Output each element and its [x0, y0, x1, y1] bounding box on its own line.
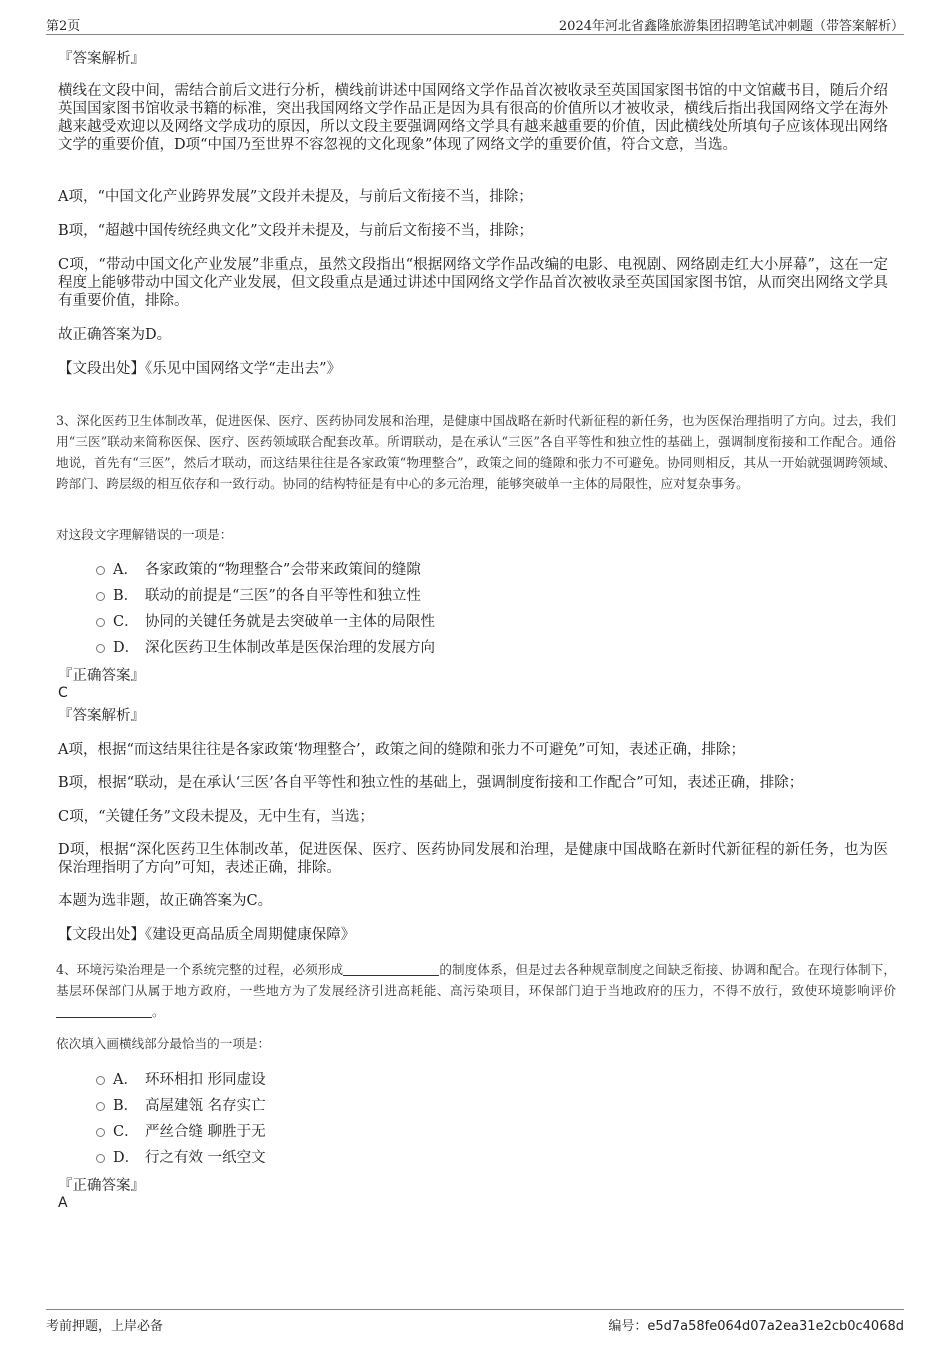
radio-icon[interactable]	[96, 566, 105, 575]
question-3-prompt: 对这段文字理解错误的一项是：	[56, 527, 233, 542]
question-4-passage: 4、环境污染治理是一个系统完整的过程，必须形成 的制度体系，但是过去各种规章制度之间缺乏衔接、协调和配合。在现行体制下，基层环保部门从属于地方政府，一些地方为了发展经济引进高耗能、高污染项目，环保部门迫于当地政府的压力，不得不放行，致使环境影响评价。	[56, 962, 897, 1019]
document-title: 2024年河北省鑫隆旅游集团招聘笔试冲刺题（带答案解析）	[558, 19, 904, 34]
analysis-option-b: B项，“超越中国传统经典文化”文段并未提及，与前后文衔接不当，排除；	[58, 223, 533, 239]
analysis-label: 『答案解析』	[58, 51, 145, 67]
analysis-option-a: A项，根据“而这结果往往是各家政策‘物理整合’，政策之间的缝隙和张力不可避免”可知，表述正确，排除；	[58, 742, 746, 758]
radio-icon[interactable]	[96, 1154, 105, 1163]
analysis-option-c: C项，“带动中国文化产业发展”非重点，虽然文段指出“根据网络文学作品改编的电影、电视剧、网络剧走红大小屏幕”，这在一定程度上能够带动中国文化产业发展，但文段重点是通过讲述中国网络文学作品首次被收录至英国国家图书馆，从而突出网络文学具有重要价值，排除。	[58, 257, 888, 309]
fill-blank-2	[56, 1005, 152, 1018]
radio-icon[interactable]	[96, 1102, 105, 1111]
footer-slogan: 考前押题，上岸必备	[46, 1319, 164, 1334]
source-citation: 【文段出处】《乐见中国网络文学“走出去”》	[58, 361, 342, 377]
question-3-option-b[interactable]: B． 联动的前提是“三医”的各自平等性和独立性	[96, 587, 421, 605]
question-4-option-b[interactable]: B． 高屋建瓴 名存实亡	[96, 1097, 266, 1115]
analysis-label: 『答案解析』	[58, 708, 145, 724]
question-3-passage: 3、深化医药卫生体制改革，促进医保、医疗、医药协同发展和治理，是健康中国战略在新时代新征程的新任务，也为医保治理指明了方向。过去，我们用“三医”联动来简称医保、医疗、医药领域联合配套改革。所谓联动，是在承认“三医”各自平等性和独立性的基础上，强调制度衔接和工作配合。通俗地说，首先有“三医”，然后才联动，而这结果往往是各家政策“物理整合”，政策之间的缝隙和张力不可避免。协同则相反，其从一开始就强调跨领域、跨部门、跨层级的相互依存和一致行动。协同的结构特征是有中心的多元治理，能够突破单一主体的局限性，应对复杂事务。	[56, 413, 896, 491]
question-4-option-a[interactable]: A． 环环相扣 形同虚设	[96, 1071, 266, 1089]
radio-icon[interactable]	[96, 592, 105, 601]
question-3-option-d[interactable]: D． 深化医药卫生体制改革是医保治理的发展方向	[96, 639, 435, 657]
question-3-option-a[interactable]: A． 各家政策的“物理整合”会带来政策间的缝隙	[96, 561, 421, 579]
page-header	[46, 14, 904, 35]
analysis-option-d: D项，根据“深化医药卫生体制改革，促进医保、医疗、医药协同发展和治理，是健康中国战略在新时代新征程的新任务，也为医保治理指明了方向”可知，表述正确，排除。	[58, 842, 888, 876]
question-4-prompt: 依次填入画横线部分最恰当的一项是：	[56, 1036, 271, 1051]
analysis-conclusion: 故正确答案为D。	[58, 327, 172, 343]
fill-blank-1	[343, 963, 439, 976]
analysis-option-a: A项，“中国文化产业跨界发展”文段并未提及，与前后文衔接不当，排除；	[58, 189, 533, 205]
analysis-paragraph: 横线在文段中间，需结合前后文进行分析，横线前讲述中国网络文学作品首次被收录至英国国家图书馆的中文馆藏书目，随后介绍英国国家图书馆收录书籍的标准，突出我国网络文学作品正是因为具有很高的价值所以才被收录，横线后指出我国网络文学在海外越来越受欢迎以及网络文学成功的原因，所以文段主要强调网络文学具有越来越重要的价值，因此横线处所填句子应该体现出网络文学的重要价值，D项“中国乃至世界不容忽视的文化现象”体现了网络文学的重要价值，符合文意，当选。	[58, 83, 888, 153]
question-4-option-c[interactable]: C． 严丝合缝 聊胜于无	[96, 1123, 266, 1141]
analysis-option-b: B项，根据“联动，是在承认‘三医’各自平等性和独立性的基础上，强调制度衔接和工作配合”可知，表述正确，排除；	[58, 775, 804, 791]
radio-icon[interactable]	[96, 644, 105, 653]
radio-icon[interactable]	[96, 618, 105, 627]
page-number: 第2页	[46, 19, 81, 34]
correct-answer-label: 『正确答案』	[58, 1178, 145, 1194]
page-footer	[46, 1309, 904, 1336]
analysis-conclusion: 本题为选非题，故正确答案为C。	[58, 893, 273, 909]
question-3-option-c[interactable]: C． 协同的关键任务就是去突破单一主体的局限性	[96, 613, 435, 631]
question-4-option-d[interactable]: D． 行之有效 一纸空文	[96, 1149, 266, 1167]
source-citation: 【文段出处】《建设更高品质全周期健康保障》	[58, 927, 356, 943]
radio-icon[interactable]	[96, 1128, 105, 1137]
correct-answer: A	[58, 1195, 68, 1211]
document-code: 编号：e5d7a58fe064d07a2ea31e2cb0c4068d	[608, 1319, 904, 1334]
correct-answer: C	[58, 685, 68, 701]
analysis-option-c: C项，“关键任务”文段未提及，无中生有，当选；	[58, 809, 374, 825]
correct-answer-label: 『正确答案』	[58, 668, 145, 684]
radio-icon[interactable]	[96, 1076, 105, 1085]
